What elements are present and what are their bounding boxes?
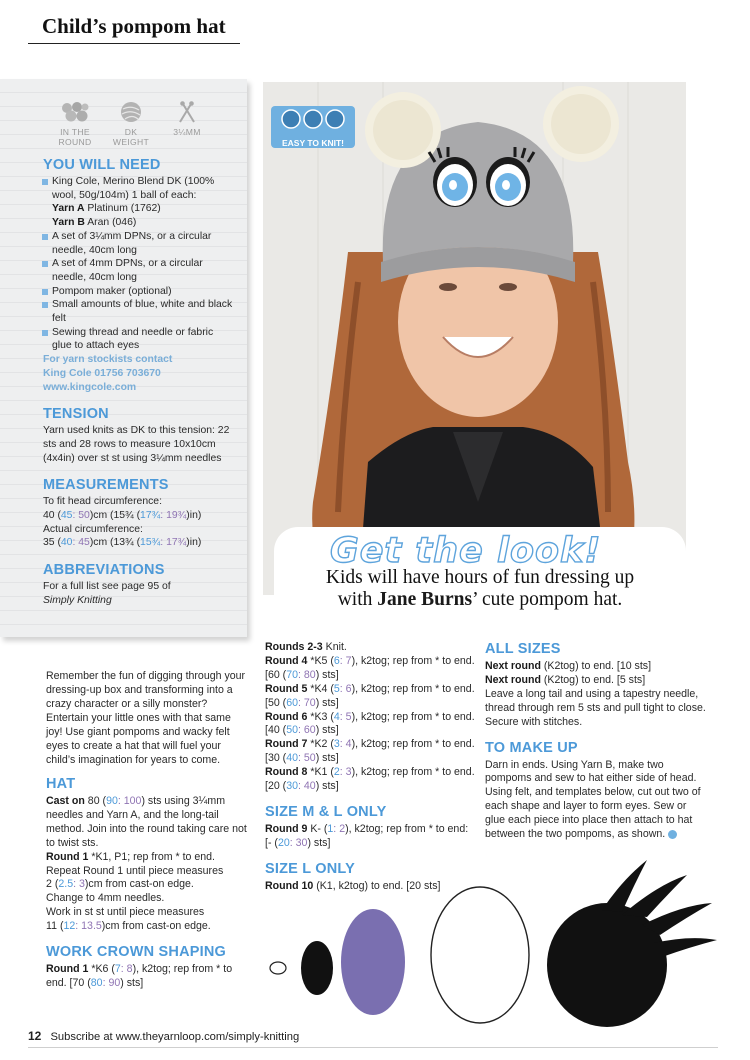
template-blue-iris (341, 909, 405, 1015)
pattern-column-3 (485, 641, 707, 842)
repeat-values: 2 (2.5: 3)cm from cast-on edge. (46, 878, 194, 891)
materials-list (43, 175, 233, 202)
rounds-2-3: Rounds 2-3 Knit. (265, 641, 347, 653)
spec-label-3a: 3¼MM (173, 127, 201, 137)
spec-label-1a: IN THE (60, 127, 90, 137)
list-item: Pompom maker (optional) (43, 285, 233, 299)
list-item: A set of 4mm DPNs, or a circular needle, 40cm long (43, 257, 233, 284)
actual-label: Actual circumference: (43, 523, 143, 535)
child-wearing-hat-illustration (263, 82, 686, 595)
round-5: Round 5 *K4 (5: 6), k2tog; rep from * to end. [50 (60: 70) sts] (265, 682, 475, 709)
next-round-2: Next round (K2tog) to end. [5 sts] (485, 673, 646, 686)
list-item: King Cole, Merino Blend DK (100% wool, 50g/104m) 1 ball of each: (43, 175, 233, 202)
spec-needle-size (167, 101, 207, 147)
fit-label: To fit head circumference: (43, 496, 162, 508)
abbreviations-line-2: Simply Knitting (43, 594, 112, 606)
actual-values: 35 (40: 45)cm (13¾ (15¾: 17¾)in) (43, 537, 202, 549)
get-the-look-title: Get the look! (330, 531, 602, 571)
get-the-look-panel (274, 527, 686, 612)
page-header (28, 14, 240, 44)
make-up-heading: TO MAKE UP (485, 739, 578, 756)
yarn-b-line: Yarn B Aran (046) (52, 217, 137, 229)
size-ml-heading: SIZE M & L ONLY (265, 803, 387, 820)
spec-in-the-round (55, 101, 95, 147)
measurements-heading: MEASUREMENTS (43, 477, 169, 494)
round-1-line: Round 1 *K1, P1; rep from * to end. (46, 850, 215, 863)
easy-badge (271, 106, 355, 148)
round-8: Round 8 *K1 (2: 3), k2tog; rep from * to end. [20 (30: 40) sts] (265, 766, 475, 793)
template-white-highlight (270, 962, 286, 974)
cast-on-line: Cast on 80 (90: 100) sts using 3¼mm needles and Yarn A, and the long-tail method. Join into the round taking care not to twist sts. (46, 795, 247, 849)
eye-templates (262, 855, 722, 1030)
list-item: Small amounts of blue, white and black felt (43, 298, 233, 325)
yarn-a-line: Yarn A Platinum (1762) (52, 203, 161, 215)
next-round-1: Next round (K2tog) to end. [10 sts] (485, 660, 652, 672)
easy-badge-label: EASY TO KNIT! (281, 138, 345, 148)
abbreviations-line-1: For a full list see page 95 of (43, 581, 171, 593)
info-sidebar (0, 79, 247, 637)
change-line: Change to 4mm needles. (46, 892, 165, 905)
spec-label-1b: ROUND (58, 137, 92, 147)
stockist-link[interactable]: www.kingcole.com (43, 381, 137, 393)
spec-dk-weight (111, 101, 151, 147)
round-10: Round 10 (K1, k2tog) to end. [20 sts] (265, 879, 441, 892)
intro-paragraph: Remember the fun of digging through your dressing-up box and transforming into a crazy character or a silly monster? Entertain your little ones with that same joy! Use giant pompoms and wacky felt eyes to create a hat that will fuel your child’s imagination for years to come. (46, 670, 246, 766)
materials-list-2 (43, 230, 233, 353)
work-line: Work in st st until piece measures (46, 906, 205, 919)
template-white-eye (431, 887, 529, 1023)
pattern-column-1 (46, 776, 251, 991)
footer-rule (28, 1047, 718, 1048)
round-4: Round 4 *K5 (6: 7), k2tog; rep from * to end. [60 (70: 80) sts] (265, 654, 475, 681)
header-rule (28, 43, 240, 44)
page-title: Child’s pompom hat (42, 14, 226, 38)
size-l-heading: SIZE L ONLY (265, 860, 356, 877)
round-6: Round 6 *K3 (4: 5), k2tog; rep from * to end. [40 (50: 60) sts] (265, 710, 475, 737)
fit-values: 40 (45: 50)cm (15¾ (17¾: 19¾)in) (43, 510, 202, 522)
yarn-balls-icon (271, 106, 355, 132)
repeat-line: Repeat Round 1 until piece measures (46, 864, 224, 877)
list-item: A set of 3¼mm DPNs, or a circular needle, 40cm long (43, 230, 233, 257)
template-black-pupil (301, 941, 333, 995)
spec-label-2a: DK (124, 127, 138, 137)
hat-heading: HAT (46, 776, 76, 792)
yarn-balls-icon (61, 101, 89, 123)
page-footer (28, 1029, 299, 1043)
template-black-eye-lashes (547, 860, 717, 1027)
stockist-line-1: For yarn stockists contact (43, 354, 173, 366)
tension-heading: TENSION (43, 406, 109, 423)
round-9: Round 9 K- (1: 2), k2tog; rep from * to end: [- (20: 30) sts] (265, 822, 469, 849)
you-will-need-heading: YOU WILL NEED (43, 157, 161, 173)
finish-text: Leave a long tail and using a tapestry needle, thread through rem 5 sts and pull tight to close. Secure with stitches. (485, 687, 706, 728)
needles-icon (176, 101, 198, 123)
list-item: Sewing thread and needle or fabric glue to attach eyes (43, 326, 233, 353)
stockist-line-2: King Cole 01756 703670 (43, 367, 161, 379)
make-up-text: Darn in ends. Using Yarn B, make two pompoms and sew to hat either side of head. Using felt, and templates below, cut out two of each shape and layer to form eyes. Sew or glue each piece into place then attach to hat between the two pompoms, as shown. (485, 758, 701, 841)
end-marker-icon (668, 830, 677, 839)
page-number: 12 (28, 1029, 42, 1043)
crown-heading: WORK CROWN SHAPING (46, 944, 227, 961)
work-values: 11 (12: 13.5)cm from cast-on edge. (46, 920, 211, 933)
get-the-look-subtitle: Kids will have hours of fun dressing up with Jane Burns’ cute pompom hat. (325, 567, 635, 610)
subscribe-link[interactable]: Subscribe at www.theyarnloop.com/simply-knitting (50, 1031, 300, 1043)
spec-label-2b: WEIGHT (112, 137, 150, 147)
abbreviations-heading: ABBREVIATIONS (43, 562, 165, 579)
all-sizes-heading: ALL SIZES (485, 641, 561, 657)
spec-icons (55, 101, 233, 147)
tension-text: Yarn used knits as DK to this tension: 22 sts and 28 rows to measure 10x10cm (4x4in) over st st using 3¼mm needles (43, 425, 230, 464)
crown-round-1: Round 1 *K6 (7: 8), k2tog; rep from * to end. [70 (80: 90) sts] (46, 963, 233, 989)
round-7: Round 7 *K2 (3: 4), k2tog; rep from * to end. [30 (40: 50) sts] (265, 738, 475, 765)
hero-photo (263, 82, 686, 595)
yarn-ball-icon (120, 101, 142, 123)
